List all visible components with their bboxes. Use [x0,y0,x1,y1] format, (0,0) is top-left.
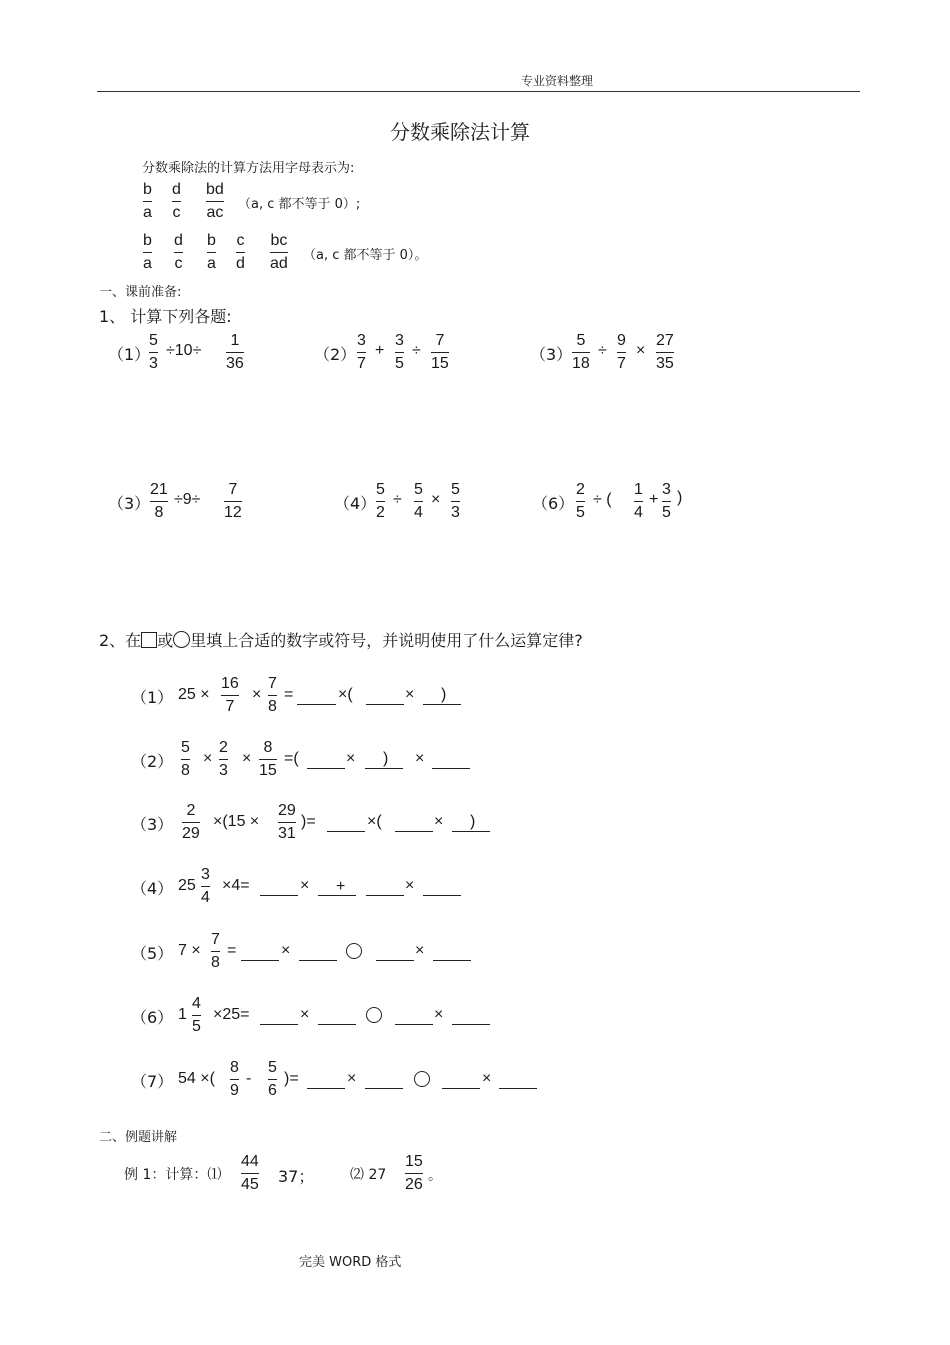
numerator: c [236,232,245,249]
q2-r2-label: （2） [131,752,174,771]
answer-blank[interactable] [260,1024,298,1025]
denominator: 7 [357,355,366,372]
numerator: 5 [414,481,423,498]
q1-p4-fraction-a [150,479,168,524]
answer-blank[interactable] [297,704,336,705]
q2-r5-label: （5） [131,944,174,963]
denominator: 3 [219,762,228,779]
section-heading-2: 二、例题讲解 [99,1130,178,1145]
answer-blank[interactable] [307,768,345,769]
q1-p5-label: （4） [334,494,377,513]
q2-r7-text-1: 54 ×( [178,1070,215,1087]
answer-blank[interactable] [260,895,298,896]
q2-r1-text-5: × [405,686,415,703]
answer-blank[interactable] [241,960,279,961]
q2-r2-times-3: × [346,750,356,767]
denominator: 29 [182,825,200,842]
q2-r6-times-1: × [300,1006,310,1023]
q2-r2-close: ) [383,750,389,767]
q1-p1-label: （1） [108,345,151,364]
q1-p3-operator-2: × [636,342,646,359]
q1-p3-label: （3） [530,345,573,364]
numerator: 5 [268,1059,277,1076]
denominator: 8 [211,954,220,971]
answer-blank[interactable] [307,1088,345,1089]
answer-blank[interactable] [433,960,471,961]
numerator: 2 [219,739,228,756]
answer-blank[interactable] [318,1024,356,1025]
circle-blank-icon[interactable] [414,1071,430,1087]
q2-r3-fraction-a [182,800,200,845]
denominator: 45 [241,1176,259,1193]
q2-r4-times-2: × [405,877,415,894]
page-header: 专业资料整理 [521,74,594,88]
q2-r6-fraction-a [192,993,201,1038]
q2-title-prefix: 2、在 [99,631,142,650]
formula2-note: （a, c 都不等于 0）。 [303,248,428,263]
q2-r1-fraction-a [221,673,239,718]
q1-p5-operator-1: ÷ [393,491,402,508]
q2-r5-fraction-a [211,929,220,974]
q2-r6-text-1: 1 [178,1006,187,1023]
q2-r7-minus: - [246,1070,252,1087]
formula2-fraction-4 [236,230,245,275]
q2-r4-label: （4） [131,879,174,898]
example-1-end: 。 [428,1168,442,1184]
answer-blank[interactable] [442,1088,480,1089]
q1-p1-operator: ÷10÷ [166,342,202,359]
denominator: c [172,204,181,221]
numerator: 1 [634,481,643,498]
q2-title-or: 或 [157,631,174,650]
denominator: 31 [278,825,296,842]
denominator: d [236,255,245,272]
denominator: 3 [149,355,158,372]
denominator: 5 [192,1018,201,1035]
q1-p3-operator-1: ÷ [598,342,607,359]
q2-r2-times-4: × [415,750,425,767]
question-1-title: 1、 计算下列各题: [99,307,232,326]
example-1-prefix: 例 1：计算：⑴ [124,1167,222,1183]
q2-r2-times-1: × [203,750,213,767]
numerator: 44 [241,1153,259,1170]
example-1-fraction-a [241,1151,259,1196]
q1-p1-fraction-a [149,330,158,375]
q2-r2-fraction-c [259,737,277,782]
denominator: ad [270,255,288,272]
q2-r7-fraction-b [268,1057,277,1102]
q2-r7-times-1: × [347,1070,357,1087]
numerator: 5 [451,481,460,498]
answer-blank[interactable] [423,895,461,896]
q2-r1-text-6: ) [441,686,447,703]
q1-p5-fraction-b [414,479,423,524]
section-heading-1: 一、课前准备: [99,285,182,300]
circle-blank-icon[interactable] [346,943,362,959]
q1-p6-operator-2: + [649,491,659,508]
numerator: 5 [576,332,586,349]
q2-r3-text-1: ×(15 × [213,813,260,830]
denominator: 18 [572,355,590,372]
q2-r5-times-1: × [281,942,291,959]
q2-r6-times-2: × [434,1006,444,1023]
q1-p6-fraction-c [662,479,671,524]
denominator: 4 [201,889,210,906]
q1-p2-operator-2: ÷ [412,342,421,359]
numerator: 7 [435,332,445,349]
numerator: 27 [656,332,674,349]
denominator: 3 [451,504,460,521]
denominator: a [207,255,216,272]
q2-r4-text-2: ×4= [222,877,250,894]
numerator: 16 [221,675,239,692]
q1-p1-fraction-b [226,330,244,375]
numerator: 21 [150,481,168,498]
answer-blank[interactable] [452,831,490,832]
answer-blank[interactable] [395,1024,433,1025]
q1-p2-fraction-b [395,330,404,375]
numerator: 3 [662,481,671,498]
q1-p6-fraction-a [576,479,585,524]
q2-r3-label: （3） [131,815,174,834]
numerator: 5 [181,739,190,756]
q2-r1-label: （1） [131,688,174,707]
numerator: 29 [278,802,296,819]
question-2-title [99,628,583,651]
q1-p3-fraction-b [617,330,626,375]
q1-p4-label: （3） [108,494,151,513]
q2-r3-text-2: )= [301,813,316,830]
answer-blank[interactable] [432,768,470,769]
q2-r4-text-1: 25 [178,877,196,894]
numerator: 3 [395,332,404,349]
formula1-fraction-2 [172,179,181,224]
denominator: 8 [268,698,277,715]
denominator: 9 [230,1082,239,1099]
denominator: 5 [662,504,671,521]
q1-p4-operator: ÷9÷ [174,491,201,508]
formula2-fraction-1 [143,230,152,275]
answer-blank[interactable] [452,1024,490,1025]
denominator: a [143,204,152,221]
q1-p4-fraction-b [224,479,242,524]
q1-p3-fraction-c [656,330,674,375]
formula2-fraction-2 [174,230,183,275]
answer-blank[interactable] [327,831,365,832]
example-1-multiplier: 37； [278,1167,315,1186]
denominator: 7 [225,698,235,715]
numerator: 7 [211,931,220,948]
q2-title-suffix: 里填上合适的数字或符号，并说明使用了什么运算定律? [190,631,583,650]
numerator: 7 [228,481,238,498]
numerator: 5 [149,332,158,349]
numerator: 15 [405,1153,423,1170]
denominator: 6 [268,1082,277,1099]
denominator: 7 [617,355,626,372]
numerator: 2 [576,481,585,498]
q2-r7-label: （7） [131,1072,174,1091]
denominator: 26 [405,1176,423,1193]
q2-r3-fraction-b [278,800,296,845]
denominator: 36 [226,355,244,372]
numerator: 7 [268,675,277,692]
q2-r3-text-5: ) [470,813,476,830]
intro-text: 分数乘除法的计算方法用字母表示为: [142,161,355,176]
answer-blank[interactable] [366,895,404,896]
example-1-fraction-b [405,1151,423,1196]
numerator: d [174,232,183,249]
numerator: 1 [230,332,240,349]
numerator: 8 [230,1059,239,1076]
denominator: 5 [576,504,585,521]
formula2-fraction-3 [207,230,216,275]
q1-p5-fraction-c [451,479,460,524]
square-box-icon [141,632,157,648]
q2-r4-times-1: × [300,877,310,894]
example-1-part-2: ⑵ 27 [350,1167,387,1183]
q1-p2-fraction-c [431,330,449,375]
circle-box-icon [173,631,190,648]
q2-r3-text-3: ×( [367,813,382,830]
denominator: 12 [224,504,242,521]
denominator: 2 [376,504,385,521]
q2-r7-times-2: × [482,1070,492,1087]
q1-p2-fraction-a [357,330,366,375]
q1-p3-fraction-a [572,330,590,375]
q2-r1-equals: = [284,686,294,703]
denominator: 8 [181,762,190,779]
formula1-fraction-3 [206,179,224,224]
q1-p5-fraction-a [376,479,385,524]
answer-blank[interactable] [299,960,337,961]
numerator: b [143,232,152,249]
numerator: 3 [357,332,366,349]
formula2-fraction-5 [270,230,288,275]
answer-blank[interactable] [395,831,433,832]
q2-r2-fraction-b [219,737,228,782]
answer-blank[interactable] [365,768,403,769]
answer-blank[interactable] [366,704,404,705]
denominator: 4 [634,504,643,521]
q2-r1-text-4: ×( [338,686,353,703]
numerator: 5 [376,481,385,498]
q2-r7-text-3: )= [284,1070,299,1087]
page-footer: 完美 WORD 格式 [299,1255,402,1270]
q2-r1-fraction-b [268,673,277,718]
q2-r3-text-4: × [434,813,444,830]
numerator: d [172,181,181,198]
q2-r7-fraction-a [230,1057,239,1102]
numerator: 2 [186,802,196,819]
q2-r2-times-2: × [242,750,252,767]
numerator: 3 [201,866,210,883]
circle-blank-icon[interactable] [366,1007,382,1023]
formula1-fraction-1 [143,179,152,224]
denominator: a [143,255,152,272]
q2-r4-fraction-a [201,864,210,909]
q2-r5-times-2: × [415,942,425,959]
q1-p2-operator-1: + [375,342,385,359]
answer-blank[interactable] [365,1088,403,1089]
document-title: 分数乘除法计算 [390,120,530,144]
q2-r6-label: （6） [131,1008,174,1027]
numerator: b [143,181,152,198]
denominator: c [174,255,183,272]
denominator: 8 [154,504,164,521]
q2-r5-equals: = [227,942,237,959]
numerator: 4 [192,995,201,1012]
q1-p6-label: （6） [532,494,575,513]
q2-r5-text-1: 7 × [178,942,201,959]
denominator: 35 [656,355,674,372]
q1-p6-close-paren: ) [677,489,683,506]
numerator: bd [206,181,224,198]
q1-p6-fraction-b [634,479,643,524]
answer-blank[interactable] [499,1088,537,1089]
q2-r1-text-1: 25 × [178,686,210,703]
numerator: bc [270,232,288,249]
denominator: 4 [414,504,423,521]
numerator: 9 [617,332,626,349]
q1-p5-operator-2: × [431,491,441,508]
numerator: b [207,232,216,249]
denominator: 15 [259,762,277,779]
header-rule [97,91,860,92]
formula1-note: （a, c 都不等于 0）; [238,197,361,212]
q2-r2-equals: =( [284,750,299,767]
q1-p2-label: （2） [314,345,357,364]
denominator: ac [206,204,224,221]
q2-r2-fraction-a [181,737,190,782]
q2-r1-times: × [252,686,262,703]
numerator: 8 [263,739,273,756]
q2-r6-text-2: ×25= [213,1006,250,1023]
denominator: 15 [431,355,449,372]
denominator: 5 [395,355,404,372]
answer-blank[interactable] [423,704,461,705]
q1-p6-operator-1: ÷ ( [593,491,612,508]
answer-blank[interactable] [376,960,414,961]
q2-r4-plus: + [336,878,346,895]
